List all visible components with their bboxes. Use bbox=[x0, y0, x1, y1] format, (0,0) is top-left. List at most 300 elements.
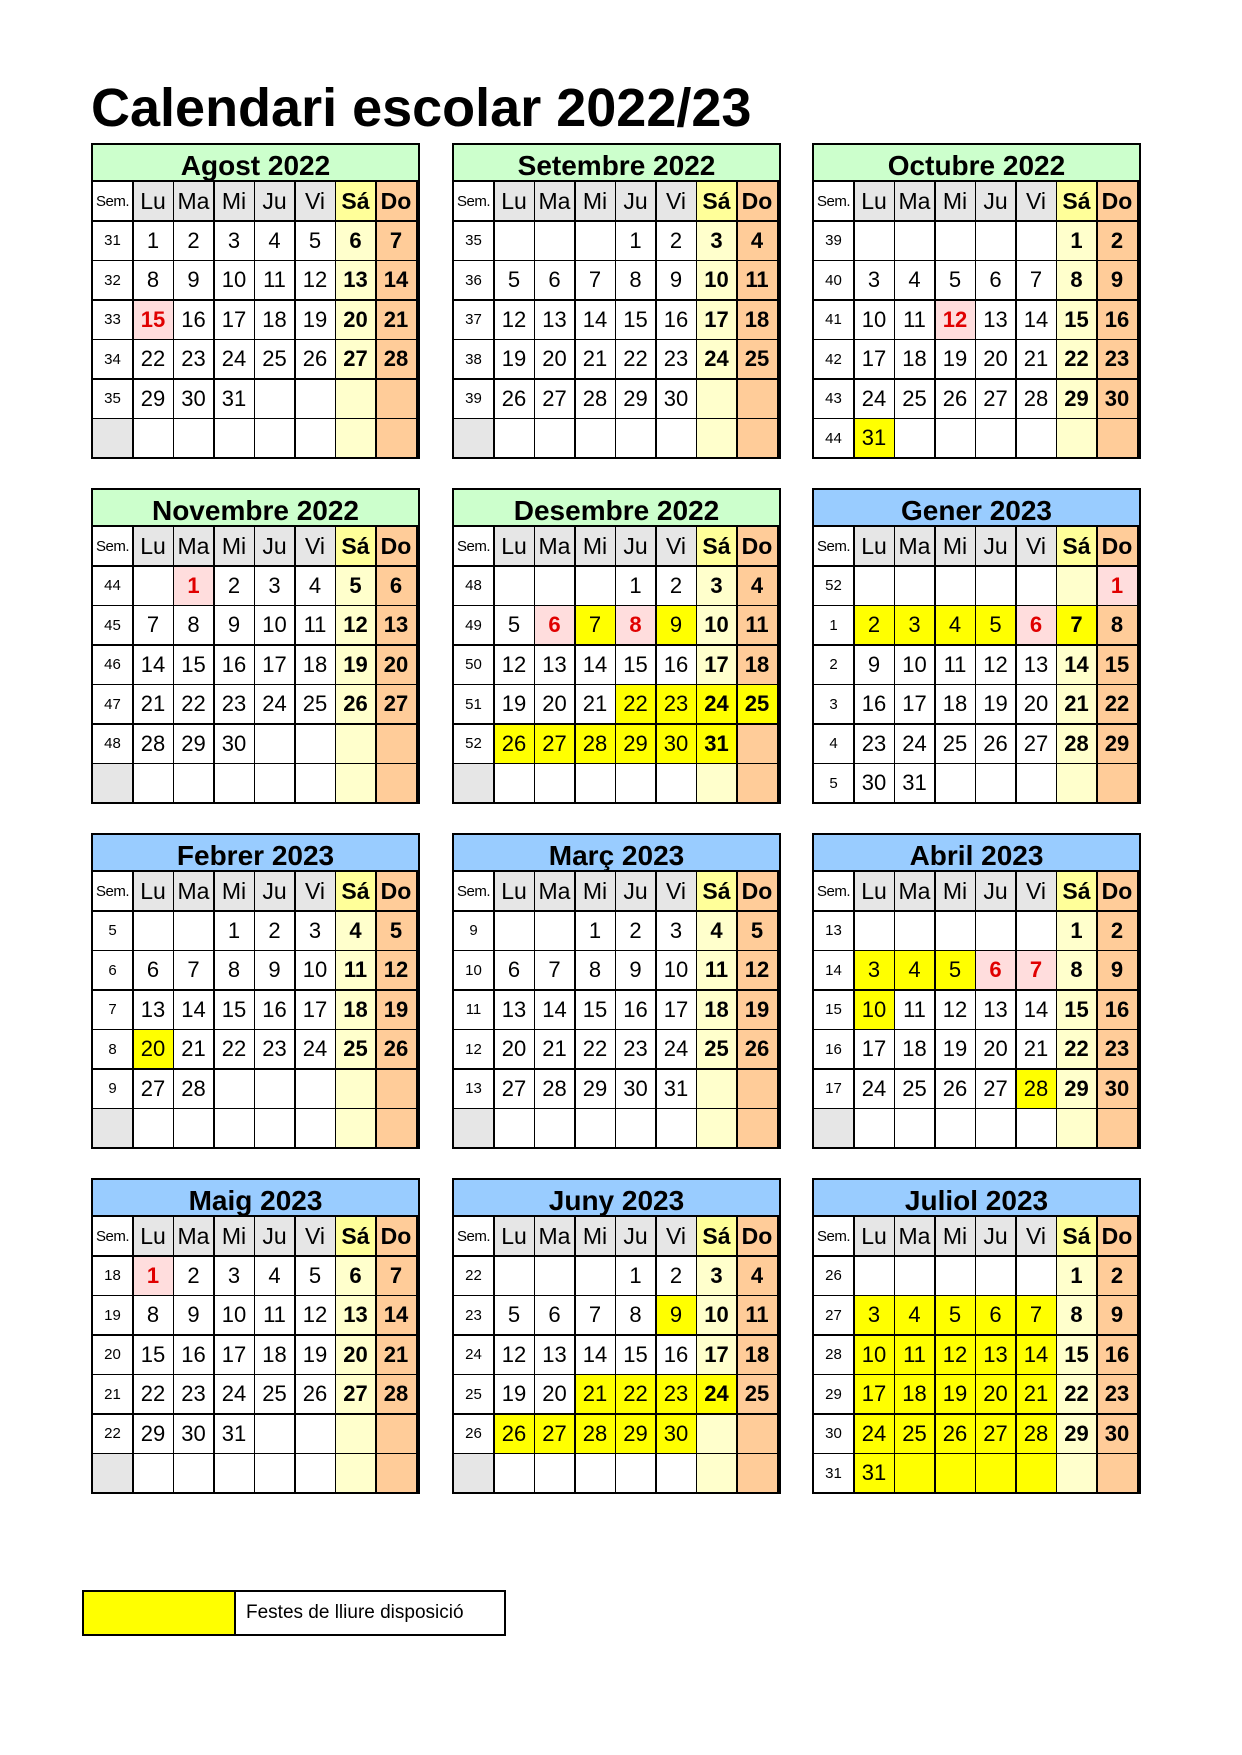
weekday-header: Mi bbox=[936, 1217, 975, 1255]
day-cell: 23 bbox=[1098, 1375, 1137, 1413]
day-cell: 11 bbox=[255, 261, 294, 299]
day-cell: 29 bbox=[1057, 1070, 1096, 1108]
day-cell: 24 bbox=[215, 340, 254, 378]
day-cell: 19 bbox=[296, 301, 335, 339]
day-cell: 28 bbox=[576, 1415, 615, 1453]
day-cell: 23 bbox=[657, 1375, 696, 1413]
empty-day-cell bbox=[255, 380, 294, 418]
day-cell: 2 bbox=[255, 912, 294, 950]
day-cell: 13 bbox=[336, 261, 375, 299]
day-cell: 17 bbox=[697, 301, 736, 339]
day-cell: 14 bbox=[1057, 646, 1096, 684]
week-number-header: Sem. bbox=[93, 872, 132, 910]
day-cell: 16 bbox=[174, 1336, 213, 1374]
day-cell: 17 bbox=[215, 301, 254, 339]
day-cell: 24 bbox=[657, 1030, 696, 1068]
day-cell: 26 bbox=[738, 1030, 777, 1068]
weekday-header: Vi bbox=[1017, 1217, 1056, 1255]
week-number: 33 bbox=[93, 301, 132, 339]
day-cell: 26 bbox=[377, 1030, 416, 1068]
empty-day-cell bbox=[296, 380, 335, 418]
empty-day-cell bbox=[657, 764, 696, 802]
month-days-grid bbox=[814, 182, 1139, 457]
day-cell: 27 bbox=[976, 380, 1015, 418]
day-cell: 5 bbox=[936, 1296, 975, 1334]
week-number: 44 bbox=[93, 567, 132, 605]
day-cell: 11 bbox=[296, 606, 335, 644]
weekday-header: Lu bbox=[134, 872, 173, 910]
day-cell: 14 bbox=[576, 1336, 615, 1374]
day-cell: 14 bbox=[377, 1296, 416, 1334]
empty-day-cell bbox=[616, 764, 655, 802]
day-cell: 9 bbox=[855, 646, 894, 684]
week-number: 52 bbox=[454, 725, 493, 763]
month-title: Abril 2023 bbox=[814, 835, 1139, 872]
empty-day-cell bbox=[936, 764, 975, 802]
day-cell: 9 bbox=[1098, 1296, 1137, 1334]
day-cell: 7 bbox=[134, 606, 173, 644]
week-number: 51 bbox=[454, 685, 493, 723]
day-cell: 6 bbox=[535, 261, 574, 299]
empty-day-cell bbox=[255, 1415, 294, 1453]
empty-day-cell bbox=[616, 1454, 655, 1492]
day-cell: 27 bbox=[976, 1070, 1015, 1108]
week-number: 31 bbox=[93, 222, 132, 260]
month-days-grid bbox=[454, 1217, 779, 1492]
weekday-header: Mi bbox=[936, 872, 975, 910]
week-number: 27 bbox=[814, 1296, 853, 1334]
month-3 bbox=[812, 143, 1141, 459]
month-days-grid bbox=[814, 527, 1139, 802]
weekday-header: Vi bbox=[657, 1217, 696, 1255]
day-cell: 25 bbox=[895, 380, 934, 418]
day-cell: 8 bbox=[174, 606, 213, 644]
day-cell: 23 bbox=[657, 685, 696, 723]
day-cell: 23 bbox=[255, 1030, 294, 1068]
day-cell: 16 bbox=[1098, 1336, 1137, 1374]
day-cell: 11 bbox=[895, 1336, 934, 1374]
page-title: Calendari escolar 2022/23 bbox=[91, 78, 752, 138]
empty-day-cell bbox=[255, 725, 294, 763]
day-cell: 21 bbox=[1017, 340, 1056, 378]
empty-day-cell bbox=[134, 912, 173, 950]
day-cell: 16 bbox=[657, 646, 696, 684]
day-cell: 23 bbox=[616, 1030, 655, 1068]
weekday-header: Ju bbox=[255, 182, 294, 220]
day-cell: 26 bbox=[336, 685, 375, 723]
month-title: Gener 2023 bbox=[814, 490, 1139, 527]
week-number: 43 bbox=[814, 380, 853, 418]
empty-day-cell bbox=[535, 419, 574, 457]
day-cell: 27 bbox=[495, 1070, 534, 1108]
day-cell: 9 bbox=[255, 951, 294, 989]
day-cell: 13 bbox=[535, 646, 574, 684]
day-cell: 10 bbox=[697, 1296, 736, 1334]
day-cell: 17 bbox=[855, 1375, 894, 1413]
day-cell: 23 bbox=[174, 340, 213, 378]
day-cell: 31 bbox=[215, 380, 254, 418]
day-cell: 24 bbox=[215, 1375, 254, 1413]
empty-day-cell bbox=[976, 1454, 1015, 1492]
empty-day-cell bbox=[134, 419, 173, 457]
day-cell: 6 bbox=[976, 261, 1015, 299]
day-cell: 27 bbox=[535, 380, 574, 418]
day-cell: 27 bbox=[976, 1415, 1015, 1453]
day-cell: 8 bbox=[134, 1296, 173, 1334]
day-cell: 26 bbox=[936, 380, 975, 418]
day-cell: 5 bbox=[495, 261, 534, 299]
week-number: 32 bbox=[93, 261, 132, 299]
day-cell: 19 bbox=[296, 1336, 335, 1374]
empty-day-cell bbox=[296, 725, 335, 763]
empty-day-cell bbox=[336, 1109, 375, 1147]
empty-day-cell bbox=[697, 380, 736, 418]
day-cell: 17 bbox=[255, 646, 294, 684]
empty-day-cell bbox=[855, 567, 894, 605]
day-cell: 20 bbox=[336, 301, 375, 339]
empty-day-cell bbox=[377, 1454, 416, 1492]
empty-day-cell bbox=[936, 567, 975, 605]
empty-day-cell bbox=[855, 1109, 894, 1147]
empty-day-cell bbox=[576, 1454, 615, 1492]
day-cell: 6 bbox=[495, 951, 534, 989]
week-number: 28 bbox=[814, 1336, 853, 1374]
month-title: Setembre 2022 bbox=[454, 145, 779, 182]
day-cell: 25 bbox=[296, 685, 335, 723]
day-cell: 25 bbox=[738, 340, 777, 378]
day-cell: 22 bbox=[174, 685, 213, 723]
day-cell: 8 bbox=[1057, 951, 1096, 989]
day-cell: 10 bbox=[296, 951, 335, 989]
day-cell: 29 bbox=[576, 1070, 615, 1108]
day-cell: 31 bbox=[657, 1070, 696, 1108]
day-cell: 7 bbox=[535, 951, 574, 989]
week-number: 26 bbox=[454, 1415, 493, 1453]
day-cell: 12 bbox=[738, 951, 777, 989]
day-cell: 2 bbox=[657, 567, 696, 605]
day-cell: 17 bbox=[697, 646, 736, 684]
month-days-grid bbox=[454, 872, 779, 1147]
weekday-header: Vi bbox=[657, 182, 696, 220]
day-cell: 9 bbox=[1098, 951, 1137, 989]
weekday-header: Ma bbox=[895, 1217, 934, 1255]
empty-day-cell bbox=[976, 764, 1015, 802]
day-cell: 9 bbox=[1098, 261, 1137, 299]
empty-day-cell bbox=[495, 567, 534, 605]
day-cell: 16 bbox=[657, 301, 696, 339]
legend-swatch bbox=[84, 1592, 236, 1634]
day-cell: 5 bbox=[377, 912, 416, 950]
day-cell: 21 bbox=[576, 685, 615, 723]
empty-day-cell bbox=[1057, 567, 1096, 605]
weekday-header: Do bbox=[1098, 182, 1137, 220]
day-cell: 18 bbox=[895, 1030, 934, 1068]
month-title: Maig 2023 bbox=[93, 1180, 418, 1217]
day-cell: 1 bbox=[1057, 222, 1096, 260]
empty-day-cell bbox=[134, 1454, 173, 1492]
empty-day-cell bbox=[976, 419, 1015, 457]
day-cell: 15 bbox=[174, 646, 213, 684]
day-cell: 10 bbox=[697, 606, 736, 644]
day-cell: 9 bbox=[174, 261, 213, 299]
empty-day-cell bbox=[697, 1415, 736, 1453]
weekday-header: Lu bbox=[495, 1217, 534, 1255]
day-cell: 2 bbox=[174, 1257, 213, 1295]
day-cell: 6 bbox=[976, 1296, 1015, 1334]
empty-day-cell bbox=[1057, 1109, 1096, 1147]
day-cell: 15 bbox=[1057, 301, 1096, 339]
weekday-header: Do bbox=[377, 182, 416, 220]
weekday-header: Ma bbox=[174, 1217, 213, 1255]
day-cell: 3 bbox=[855, 951, 894, 989]
day-cell: 25 bbox=[936, 725, 975, 763]
weekday-header: Ma bbox=[895, 872, 934, 910]
week-number: 39 bbox=[454, 380, 493, 418]
day-cell: 20 bbox=[976, 1375, 1015, 1413]
day-cell: 6 bbox=[134, 951, 173, 989]
day-cell: 31 bbox=[855, 1454, 894, 1492]
empty-day-cell bbox=[1017, 912, 1056, 950]
day-cell: 8 bbox=[1098, 606, 1137, 644]
weekday-header: Sá bbox=[697, 527, 736, 565]
day-cell: 23 bbox=[1098, 1030, 1137, 1068]
day-cell: 1 bbox=[134, 1257, 173, 1295]
day-cell: 26 bbox=[936, 1415, 975, 1453]
empty-day-cell bbox=[697, 1454, 736, 1492]
empty-day-cell bbox=[495, 764, 534, 802]
weekday-header: Mi bbox=[936, 182, 975, 220]
empty-day-cell bbox=[576, 1109, 615, 1147]
empty-day-cell bbox=[657, 1109, 696, 1147]
week-number: 42 bbox=[814, 340, 853, 378]
day-cell: 29 bbox=[134, 380, 173, 418]
day-cell: 14 bbox=[1017, 301, 1056, 339]
week-number: 6 bbox=[93, 951, 132, 989]
day-cell: 18 bbox=[936, 685, 975, 723]
week-number-header: Sem. bbox=[454, 182, 493, 220]
empty-day-cell bbox=[936, 1454, 975, 1492]
day-cell: 6 bbox=[336, 222, 375, 260]
day-cell: 19 bbox=[495, 1375, 534, 1413]
empty-day-cell bbox=[336, 725, 375, 763]
weekday-header: Ju bbox=[255, 527, 294, 565]
day-cell: 17 bbox=[855, 1030, 894, 1068]
weekday-header: Lu bbox=[495, 527, 534, 565]
month-1 bbox=[91, 143, 420, 459]
week-number: 47 bbox=[93, 685, 132, 723]
day-cell: 5 bbox=[976, 606, 1015, 644]
day-cell: 10 bbox=[697, 261, 736, 299]
day-cell: 12 bbox=[936, 301, 975, 339]
empty-day-cell bbox=[535, 764, 574, 802]
day-cell: 12 bbox=[936, 1336, 975, 1374]
day-cell: 6 bbox=[377, 567, 416, 605]
empty-day-cell bbox=[616, 419, 655, 457]
day-cell: 24 bbox=[697, 1375, 736, 1413]
empty-day-cell bbox=[895, 1454, 934, 1492]
day-cell: 26 bbox=[296, 340, 335, 378]
day-cell: 31 bbox=[895, 764, 934, 802]
day-cell: 18 bbox=[697, 991, 736, 1029]
empty-day-cell bbox=[738, 1070, 777, 1108]
day-cell: 26 bbox=[976, 725, 1015, 763]
week-number: 22 bbox=[93, 1415, 132, 1453]
day-cell: 11 bbox=[697, 951, 736, 989]
empty-day-cell bbox=[1098, 1454, 1137, 1492]
day-cell: 1 bbox=[616, 1257, 655, 1295]
empty-day-cell bbox=[336, 764, 375, 802]
day-cell: 21 bbox=[576, 340, 615, 378]
weekday-header: Ju bbox=[616, 872, 655, 910]
empty-day-cell bbox=[738, 1415, 777, 1453]
empty-day-cell bbox=[936, 1109, 975, 1147]
weekday-header: Do bbox=[1098, 872, 1137, 910]
empty-day-cell bbox=[1017, 1257, 1056, 1295]
day-cell: 7 bbox=[576, 1296, 615, 1334]
week-number: 16 bbox=[814, 1030, 853, 1068]
day-cell: 23 bbox=[1098, 340, 1137, 378]
month-title: Novembre 2022 bbox=[93, 490, 418, 527]
week-number-header: Sem. bbox=[814, 1217, 853, 1255]
weekday-header: Sá bbox=[336, 1217, 375, 1255]
empty-day-cell bbox=[1017, 222, 1056, 260]
empty-day-cell bbox=[215, 1109, 254, 1147]
weekday-header: Mi bbox=[576, 182, 615, 220]
day-cell: 25 bbox=[895, 1070, 934, 1108]
week-number: 5 bbox=[93, 912, 132, 950]
day-cell: 14 bbox=[1017, 991, 1056, 1029]
day-cell: 25 bbox=[336, 1030, 375, 1068]
month-days-grid bbox=[454, 182, 779, 457]
day-cell: 4 bbox=[895, 951, 934, 989]
day-cell: 7 bbox=[1057, 606, 1096, 644]
day-cell: 11 bbox=[895, 991, 934, 1029]
week-number: 44 bbox=[814, 419, 853, 457]
month-days-grid bbox=[93, 527, 418, 802]
empty-day-cell bbox=[495, 1109, 534, 1147]
week-number: 8 bbox=[93, 1030, 132, 1068]
day-cell: 26 bbox=[495, 380, 534, 418]
month-days-grid bbox=[814, 872, 1139, 1147]
empty-day-cell bbox=[855, 912, 894, 950]
day-cell: 6 bbox=[976, 951, 1015, 989]
empty-day-cell bbox=[174, 419, 213, 457]
day-cell: 3 bbox=[855, 261, 894, 299]
day-cell: 8 bbox=[215, 951, 254, 989]
weekday-header: Vi bbox=[1017, 872, 1056, 910]
week-number: 5 bbox=[814, 764, 853, 802]
day-cell: 2 bbox=[657, 222, 696, 260]
day-cell: 15 bbox=[134, 301, 173, 339]
empty-day-cell bbox=[616, 1109, 655, 1147]
day-cell: 21 bbox=[377, 1336, 416, 1374]
day-cell: 13 bbox=[535, 1336, 574, 1374]
day-cell: 15 bbox=[1057, 1336, 1096, 1374]
month-title: Juliol 2023 bbox=[814, 1180, 1139, 1217]
month-title: Juny 2023 bbox=[454, 1180, 779, 1217]
week-number-header: Sem. bbox=[454, 872, 493, 910]
week-number: 13 bbox=[814, 912, 853, 950]
empty-day-cell bbox=[174, 912, 213, 950]
day-cell: 18 bbox=[895, 1375, 934, 1413]
day-cell: 12 bbox=[296, 261, 335, 299]
day-cell: 15 bbox=[616, 301, 655, 339]
day-cell: 2 bbox=[855, 606, 894, 644]
day-cell: 16 bbox=[255, 991, 294, 1029]
week-number: 1 bbox=[814, 606, 853, 644]
day-cell: 12 bbox=[495, 1336, 534, 1374]
empty-day-cell bbox=[535, 567, 574, 605]
empty-day-cell bbox=[895, 1257, 934, 1295]
week-number: 26 bbox=[814, 1257, 853, 1295]
day-cell: 22 bbox=[1057, 1030, 1096, 1068]
day-cell: 17 bbox=[296, 991, 335, 1029]
weekday-header: Sá bbox=[336, 872, 375, 910]
week-number bbox=[814, 1109, 853, 1147]
empty-day-cell bbox=[336, 419, 375, 457]
weekday-header: Ma bbox=[895, 527, 934, 565]
week-number: 10 bbox=[454, 951, 493, 989]
day-cell: 17 bbox=[855, 340, 894, 378]
weekday-header: Do bbox=[738, 1217, 777, 1255]
empty-day-cell bbox=[296, 1454, 335, 1492]
empty-day-cell bbox=[697, 1109, 736, 1147]
day-cell: 1 bbox=[1057, 1257, 1096, 1295]
weekday-header: Do bbox=[738, 182, 777, 220]
day-cell: 9 bbox=[616, 951, 655, 989]
day-cell: 30 bbox=[616, 1070, 655, 1108]
empty-day-cell bbox=[336, 1454, 375, 1492]
day-cell: 19 bbox=[336, 646, 375, 684]
empty-day-cell bbox=[657, 419, 696, 457]
day-cell: 20 bbox=[535, 685, 574, 723]
day-cell: 29 bbox=[1098, 725, 1137, 763]
empty-day-cell bbox=[1057, 764, 1096, 802]
weekday-header: Mi bbox=[576, 1217, 615, 1255]
empty-day-cell bbox=[215, 1070, 254, 1108]
empty-day-cell bbox=[976, 1257, 1015, 1295]
week-number: 29 bbox=[814, 1375, 853, 1413]
day-cell: 20 bbox=[134, 1030, 173, 1068]
day-cell: 20 bbox=[976, 340, 1015, 378]
day-cell: 29 bbox=[134, 1415, 173, 1453]
week-number: 18 bbox=[93, 1257, 132, 1295]
day-cell: 25 bbox=[255, 1375, 294, 1413]
empty-day-cell bbox=[535, 1109, 574, 1147]
legend-label: Festes de lliure disposició bbox=[246, 1602, 464, 1623]
week-number: 11 bbox=[454, 991, 493, 1029]
week-number-header: Sem. bbox=[454, 1217, 493, 1255]
day-cell: 13 bbox=[976, 1336, 1015, 1374]
day-cell: 6 bbox=[535, 606, 574, 644]
month-days-grid bbox=[454, 527, 779, 802]
day-cell: 15 bbox=[616, 646, 655, 684]
weekday-header: Mi bbox=[576, 527, 615, 565]
day-cell: 24 bbox=[855, 380, 894, 418]
day-cell: 11 bbox=[255, 1296, 294, 1334]
month-title: Març 2023 bbox=[454, 835, 779, 872]
empty-day-cell bbox=[134, 1109, 173, 1147]
week-number: 14 bbox=[814, 951, 853, 989]
day-cell: 22 bbox=[1057, 1375, 1096, 1413]
month-days-grid bbox=[93, 872, 418, 1147]
week-number: 46 bbox=[93, 646, 132, 684]
day-cell: 4 bbox=[296, 567, 335, 605]
day-cell: 14 bbox=[576, 646, 615, 684]
day-cell: 19 bbox=[936, 1375, 975, 1413]
day-cell: 14 bbox=[1017, 1336, 1056, 1374]
empty-day-cell bbox=[576, 1257, 615, 1295]
